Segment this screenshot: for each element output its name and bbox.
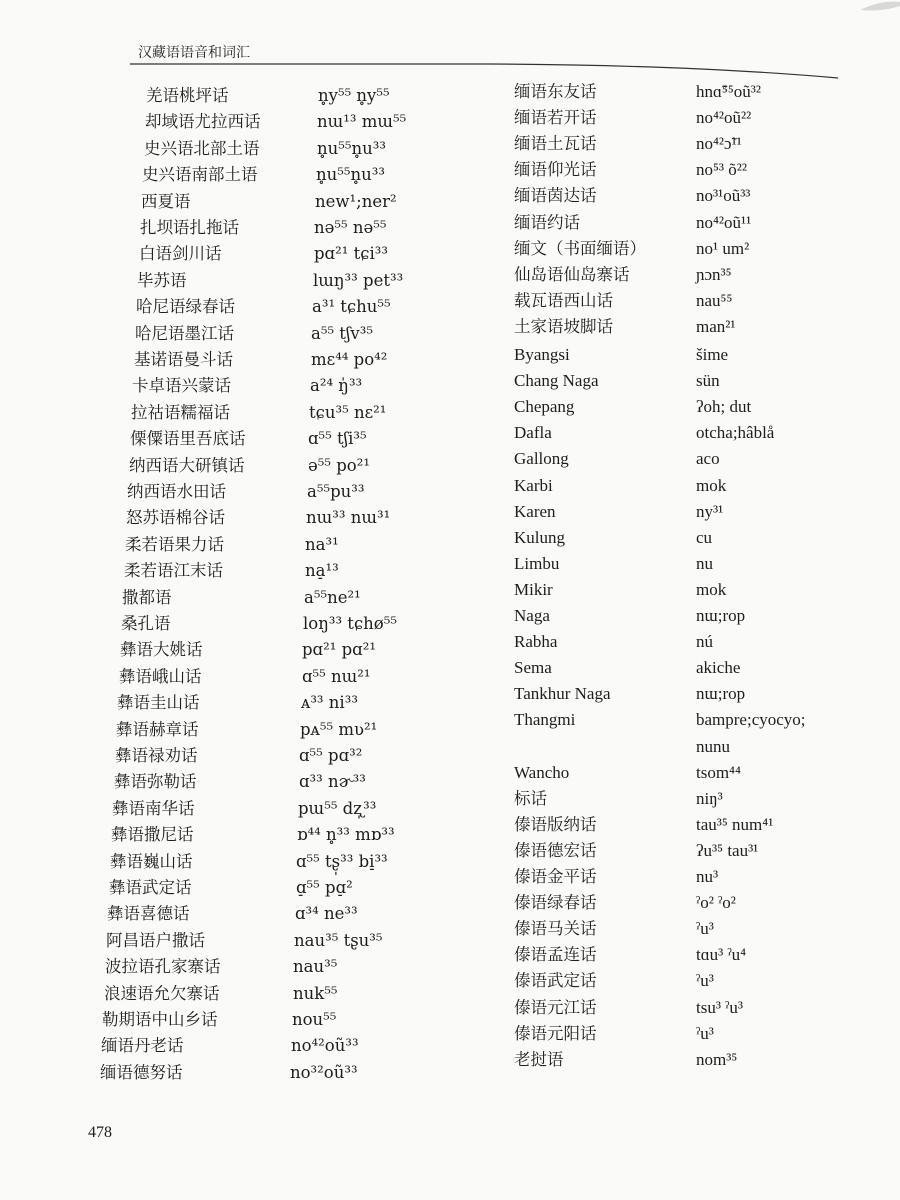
language-name: 傣语元江话 [514,997,597,1017]
entry-row [514,917,884,941]
language-name: 史兴语南部土语 [142,165,258,185]
word-form: a²⁴ ŋ̍³³ [310,376,363,396]
word-form: ɒ⁴⁴ n̥³³ mɒ³³ [297,825,395,845]
language-name: 缅语茵达话 [514,186,597,206]
word-form: pɯ⁵⁵ dʐ̩³³ [298,798,377,818]
entry-row [514,787,884,811]
language-name: 勒期语中山乡话 [102,1010,218,1029]
word-form: nɯ¹³ mɯ⁵⁵ [317,112,407,132]
language-name: 怒苏语棉谷话 [126,508,225,528]
language-name: 傣语版纳话 [514,814,597,834]
language-name: 波拉语孔家寨话 [105,957,221,977]
entry-row [514,106,884,130]
language-name: 纳西语水田话 [127,482,226,501]
language-name: 老挝语 [514,1049,564,1069]
page-corner-smudge [852,0,900,22]
word-form: nuk⁵⁵ [293,983,338,1003]
entry-row [514,289,884,313]
word-form: mok [696,475,727,495]
word-form: tau³⁵ num⁴¹ [696,814,774,834]
word-form: ɑ³³ nɚ³³ [299,772,366,792]
language-name: 白语剑川话 [139,244,222,264]
word-form: aco [696,449,720,469]
word-form: nau³⁵ tʂu³⁵ [294,930,383,950]
language-name: 缅语若开话 [514,108,597,128]
language-name: 彝语大姚话 [120,640,203,660]
left-column [0,84,440,1104]
language-name: Limbu [514,553,560,573]
language-name: 毕苏语 [137,270,187,290]
language-name: 彝语禄劝话 [115,746,198,765]
word-form: tsu³ ˀu³ [696,997,743,1017]
word-form: mɛ⁴⁴ po⁴² [311,350,388,369]
word-form: ɲɔn³⁵ [696,264,732,284]
word-form: ᴀ³³ ni³³ [301,693,358,713]
language-name: Karen [514,501,556,521]
entry-row [514,578,884,602]
entry-row [0,110,407,134]
language-name: Chepang [514,397,575,417]
word-form: no⁴²ɔ̃¹¹ [696,134,742,154]
entry-row [514,708,884,732]
entry-row [0,401,387,425]
word-form: ə⁵⁵ po²¹ [308,455,370,475]
entry-row [514,604,884,628]
word-form: nu [696,553,713,573]
entry-row [0,718,378,742]
entry-row [0,348,388,372]
language-name: 卡卓语兴蒙话 [132,376,231,396]
word-form: mok [696,579,727,599]
entry-row [0,876,370,900]
language-name: 基诺语曼斗话 [134,350,233,369]
entry-row [514,656,884,680]
entry-row [0,586,370,610]
entry-row [0,850,388,874]
word-form: ɑ̠⁵⁵ pɑ̠² [296,878,353,897]
word-form: nu³ [696,867,719,886]
language-name: 傣语绿春话 [514,893,597,913]
entry-row [514,500,884,524]
entry-row [514,263,884,287]
word-form: no⁴²oũ²² [696,108,752,128]
language-name: 彝语巍山话 [110,851,193,871]
entry-row [514,132,884,156]
word-form: no⁴²oũ³³ [291,1036,359,1056]
entry-row [0,533,370,557]
word-form: ɑ⁵⁵ pɑ³² [299,746,363,765]
language-name: 哈尼语绿春话 [136,297,235,317]
entry-row [514,891,884,915]
entry-row [0,269,404,293]
word-form: ɑ⁵⁵ tʃi³⁵ [308,429,367,449]
word-form: ɑ⁵⁵ nɯ²¹ [302,666,371,686]
language-name: 土家语坡脚话 [514,316,613,336]
entry-row [514,839,884,863]
language-name: 阿昌语户撒话 [106,930,205,950]
language-name: 桑孔语 [121,614,171,633]
entry-row [0,902,370,926]
entry-row [514,369,884,393]
entry-row [0,691,370,715]
entry-row [0,638,376,662]
language-name: 拉祜语糯福话 [131,402,230,422]
word-form: šime [696,345,729,364]
word-form: a³¹ tɕhu⁵⁵ [312,297,391,317]
entry-row [514,421,884,445]
language-name: 缅语仰光话 [514,160,597,180]
entry-row [0,84,390,108]
entry-row [514,943,884,967]
entry-row [514,315,884,339]
word-form: ˀo² ˀo² [696,893,736,913]
language-name: Rabha [514,632,558,652]
entry-row [514,237,884,261]
entry-row [0,1034,370,1058]
entry-row [0,480,370,504]
word-form: new¹;ner² [315,191,397,211]
language-name: 扎坝语扎拖话 [140,218,239,237]
language-name: 哈尼语墨江话 [135,323,234,343]
entry-row [0,1061,370,1085]
entry-row [0,427,370,451]
word-form: tɑu³ ˀu⁴ [696,945,747,965]
entry-row [0,982,370,1006]
word-form: bampre;cyocyo; [696,710,806,730]
word-form: nɯ;rop [696,684,746,704]
entry-row [0,374,370,398]
word-form: nɯ³³ nɯ³¹ [306,508,391,528]
language-name: Gallong [514,449,569,469]
word-form: ny³¹ [696,501,724,521]
word-form: ɑ⁵⁵ tʂ̩³³ bi̠³³ [296,851,388,871]
word-form: ɑ³⁴ ne³³ [295,904,358,924]
word-form: pᴀ⁵⁵ mʋ²¹ [300,719,378,739]
word-form: nə⁵⁵ nə⁵⁵ [314,218,387,237]
language-name: 浪速语允欠寨话 [104,983,220,1003]
language-name: Dafla [514,423,552,443]
entry-row [514,184,884,208]
entry-row [0,955,370,979]
language-name: 缅语土瓦话 [514,134,597,154]
language-name: 缅语约话 [514,212,580,232]
entry-row [514,447,884,471]
word-form: n̥y⁵⁵ n̥y⁵⁵ [318,86,390,105]
entry-row [0,322,373,346]
language-name: Wancho [514,762,570,782]
language-name: Sema [514,658,552,678]
language-name: 彝语喜德话 [107,904,190,924]
language-name: Karbi [514,475,553,495]
entry-row [0,454,370,478]
language-name: 柔若语江末话 [124,561,223,581]
language-name: 彝语赫章话 [116,719,199,739]
word-form: ˀu³ [696,1023,714,1043]
entry-row [514,526,884,550]
right-column [514,80,894,1100]
entry-row [514,343,884,367]
language-name: 傣语武定话 [514,971,597,991]
language-name: 史兴语北部土语 [144,138,260,158]
language-name: 纳西语大研镇话 [129,455,245,475]
language-name: 傣语马关话 [514,919,597,939]
word-form: nou⁵⁵ [292,1010,337,1029]
word-form: a⁵⁵pu³³ [307,482,365,501]
word-form: no³²oũ³³ [290,1062,358,1082]
entry-row [0,770,370,794]
language-name: 撒都语 [122,587,172,607]
entry-row [514,211,884,235]
word-form: lɯŋ³³ pet³³ [313,270,404,290]
language-name: 彝语武定话 [109,878,192,897]
language-name: 仙岛语仙岛寨话 [514,264,630,284]
entry-row [514,395,884,419]
language-name: 柔若语果力话 [125,534,224,554]
entry-row [0,559,370,583]
word-form: no¹ um² [696,238,750,258]
language-name: 羌语桃坪话 [146,86,229,105]
language-name: 缅语东友话 [514,82,597,101]
language-name: 彝语弥勒话 [114,772,197,792]
word-form: ˀu³ [696,971,714,991]
language-name: 彝语圭山话 [117,693,200,713]
word-form: tsom⁴⁴ [696,762,741,782]
word-form: niŋ³ [696,788,723,808]
language-name: Naga [514,606,550,625]
word-form: n̥u⁵⁵n̥u³³ [316,165,385,185]
entry-row [0,216,387,240]
entry-row [0,1008,370,1032]
entry-row [514,158,884,182]
word-form: man²¹ [696,316,736,336]
language-name: 却域语尤拉西话 [145,112,261,132]
language-name: 缅语德努话 [100,1062,183,1082]
entry-row [514,1048,884,1072]
language-name: 傣语孟连话 [514,945,597,965]
entry-row [514,813,884,837]
entry-row [0,797,377,821]
page-number: 478 [88,1124,112,1141]
entry-row [0,665,370,689]
word-form: ʔoh; dut [696,397,752,417]
word-form: nunu [696,736,730,756]
word-form: tɕu³⁵ nɛ²¹ [309,402,387,422]
word-form: no⁴²oũ¹¹ [696,212,752,232]
language-name: 傈僳语里吾底话 [130,429,246,449]
language-name: 载瓦语西山话 [514,290,613,310]
entry-row [514,1022,884,1046]
language-name: Thangmi [514,710,576,730]
entry-row [0,242,388,266]
entry-row [514,552,884,576]
entry-row [514,682,884,706]
language-name: 缅语丹老话 [101,1036,184,1056]
language-name: 彝语峨山话 [119,666,202,686]
word-form: sün [696,371,720,391]
language-name: 彝语撒尼话 [111,825,194,845]
language-name: Chang Naga [514,371,599,391]
language-name: 傣语金平话 [514,867,597,886]
entry-row [514,865,884,889]
word-form: n̥u⁵⁵n̥u³³ [317,138,386,158]
entry-row [514,630,884,654]
word-form: nom³⁵ [696,1049,738,1069]
word-form: a⁵⁵ tʃv³⁵ [311,323,373,343]
word-form: nú [696,632,713,652]
word-form: otcha;hâblå [696,423,775,443]
entry-row [514,474,884,498]
word-form: no³¹oũ³³ [696,186,751,206]
language-name: 标话 [514,788,547,808]
entry-row [514,969,884,993]
entry-row [0,163,385,187]
language-name: Tankhur Naga [514,684,611,704]
header-title: 汉藏语语音和词汇 [138,45,250,61]
word-form: nau⁵⁵ [696,290,733,310]
entry-row [0,190,397,214]
word-form: no⁵³ õ²² [696,160,747,180]
language-name: Mikir [514,579,553,599]
language-name: Kulung [514,527,565,547]
entry-row [0,295,391,319]
language-name: Byangsi [514,345,570,364]
language-name: 缅文（书面缅语） [514,238,646,258]
word-form: pɑ²¹ tɕi³³ [314,244,388,264]
language-name: 西夏语 [141,191,191,211]
word-form: hnɑ̃⁵⁵oũ³² [696,82,761,101]
language-name: 傣语元阳话 [514,1023,597,1043]
word-form: cu [696,527,713,547]
entry-row [0,612,397,636]
header-rule [130,62,838,80]
word-form: na̠¹³ [305,561,339,581]
language-name: 彝语南华话 [112,798,195,818]
language-name: 傣语德宏话 [514,840,597,860]
word-form: akiche [696,658,741,678]
word-form: na³¹ [305,534,339,554]
entry-row [0,823,395,847]
word-form: nau³⁵ [293,957,338,977]
word-form: ʔu³⁵ tau³¹ [696,840,759,860]
word-form: a⁵⁵ne²¹ [304,587,361,607]
entry-row [514,761,884,785]
entry-row [0,929,383,953]
entry-row [0,744,370,768]
entry-row [0,506,391,530]
entry-row [0,137,386,161]
word-form: ˀu³ [696,919,714,939]
word-form: loŋ³³ tɕhø⁵⁵ [303,614,397,633]
entry-row [514,735,884,759]
word-form: pɑ²¹ pɑ²¹ [302,640,376,660]
word-form: nɯ;rop [696,606,746,625]
entry-row [514,996,884,1020]
entry-row [514,80,884,104]
